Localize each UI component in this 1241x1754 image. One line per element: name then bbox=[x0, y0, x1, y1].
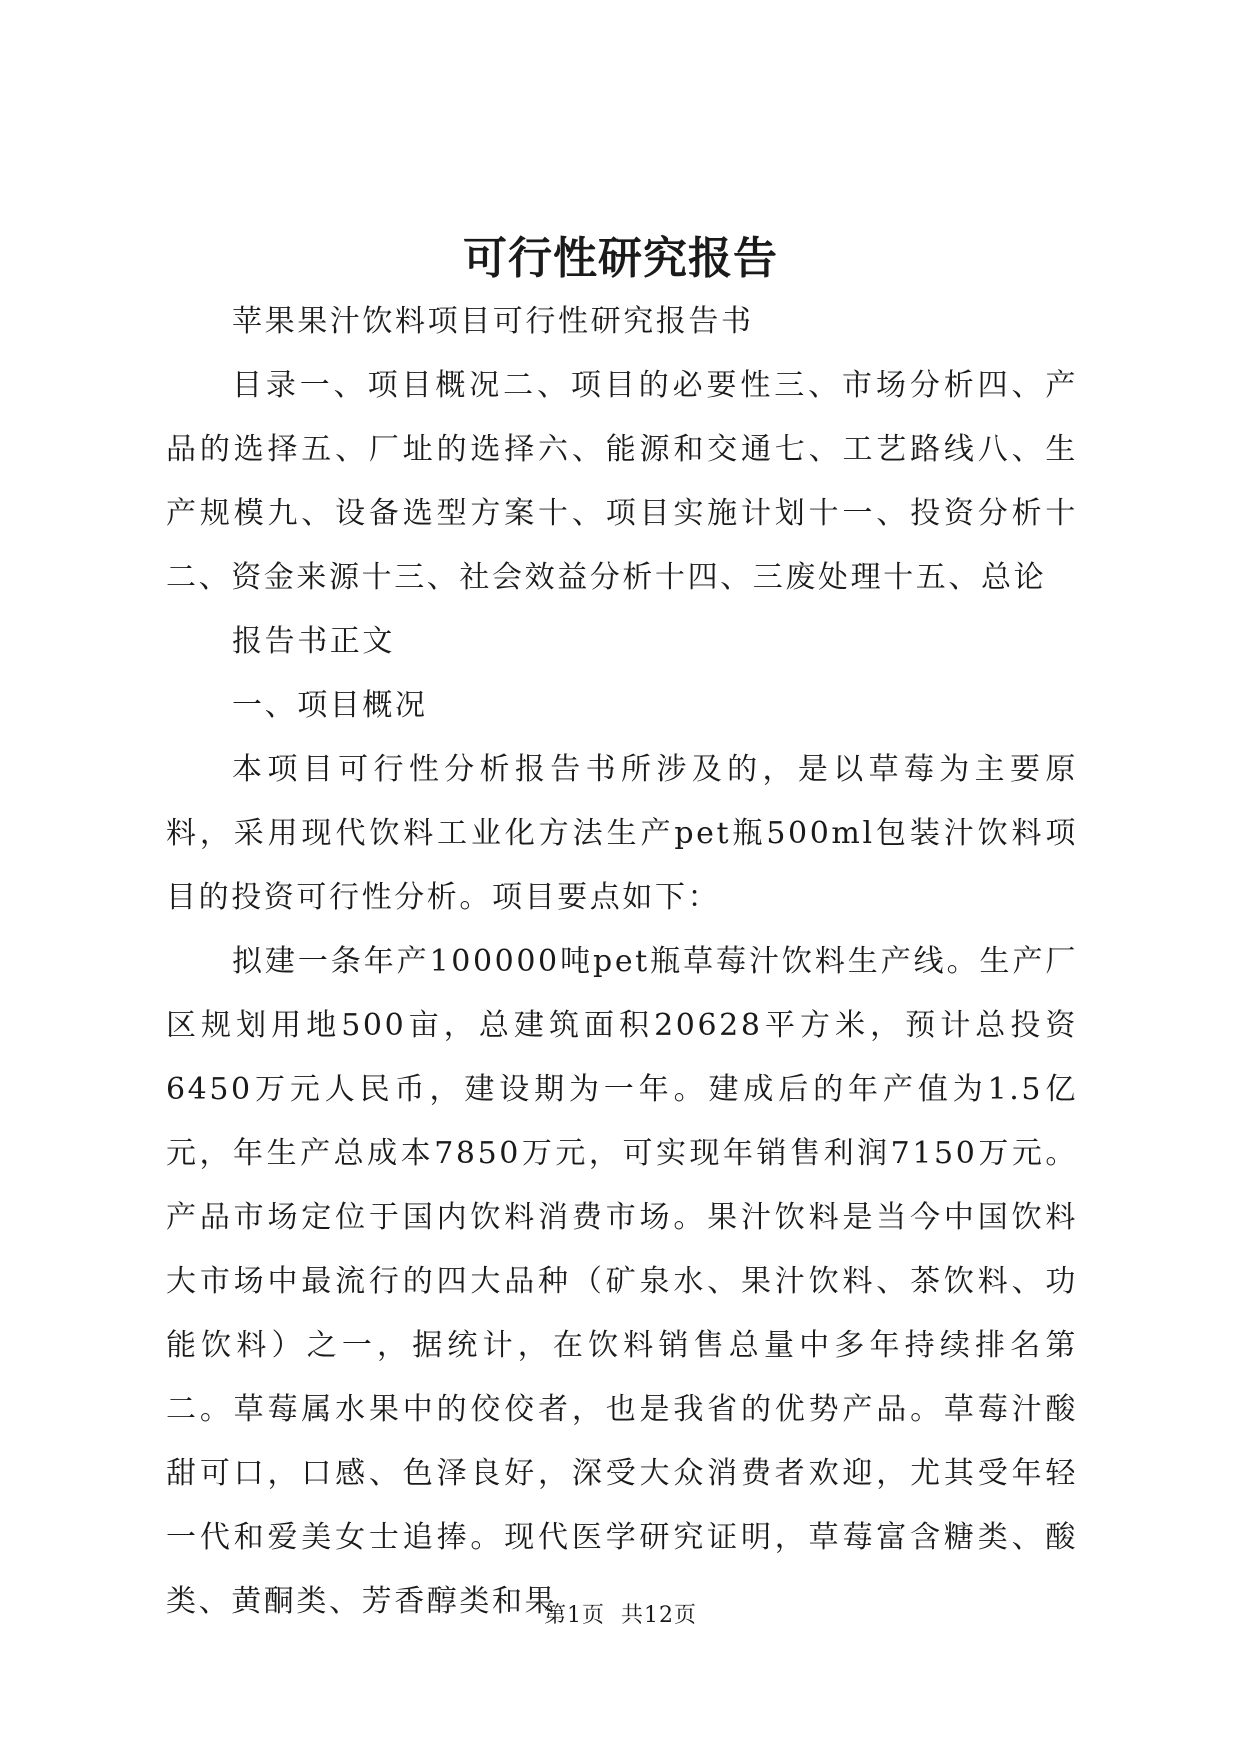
paragraph-body-heading: 报告书正文 bbox=[232, 624, 395, 659]
document-body bbox=[166, 290, 1078, 1634]
paragraph-subtitle: 苹果果汁饮料项目可行性研究报告书 bbox=[232, 304, 754, 339]
page-number: 第1页 bbox=[544, 1603, 605, 1628]
paragraph-table-of-contents: 目录一、项目概况二、项目的必要性三、市场分析四、产品的选择五、厂址的选择六、能源和交通七、工艺路线八、生产规模九、设备选型方案十、项目实施计划十一、投资分析十二、资金来源十三、社会效益分析十四、三废处理十五、总论 bbox=[166, 368, 1078, 595]
paragraph-section-heading: 一、项目概况 bbox=[232, 688, 428, 723]
page-footer bbox=[0, 1598, 1241, 1629]
paragraph-details: 拟建一条年产100000吨pet瓶草莓汁饮料生产线。生产厂区规划用地500亩，总建筑面积20628平方米，预计总投资6450万元人民币，建设期为一年。建成后的年产值为1.5亿元，年生产总成本7850万元，可实现年销售利润7150万元。产品市场定位于国内饮料消费市场。果汁饮料是当今中国饮料大市场中最流行的四大品种（矿泉水、果汁饮料、茶饮料、功能饮料）之一，据统计，在饮料销售总量中多年持续排名第二。草莓属水果中的佼佼者，也是我省的优势产品。草莓汁酸甜可口，口感、色泽良好，深受大众消费者欢迎，尤其受年轻一代和爱美女士追捧。现代医学研究证明，草莓富含糖类、酸类、黄酮类、芳香醇类和果 bbox=[166, 944, 1078, 1619]
document-title: 可行性研究报告 bbox=[463, 233, 778, 284]
page-total: 共12页 bbox=[621, 1603, 697, 1628]
paragraph-intro: 本项目可行性分析报告书所涉及的，是以草莓为主要原料，采用现代饮料工业化方法生产pet瓶500ml包装汁饮料项目的投资可行性分析。项目要点如下： bbox=[166, 752, 1078, 915]
